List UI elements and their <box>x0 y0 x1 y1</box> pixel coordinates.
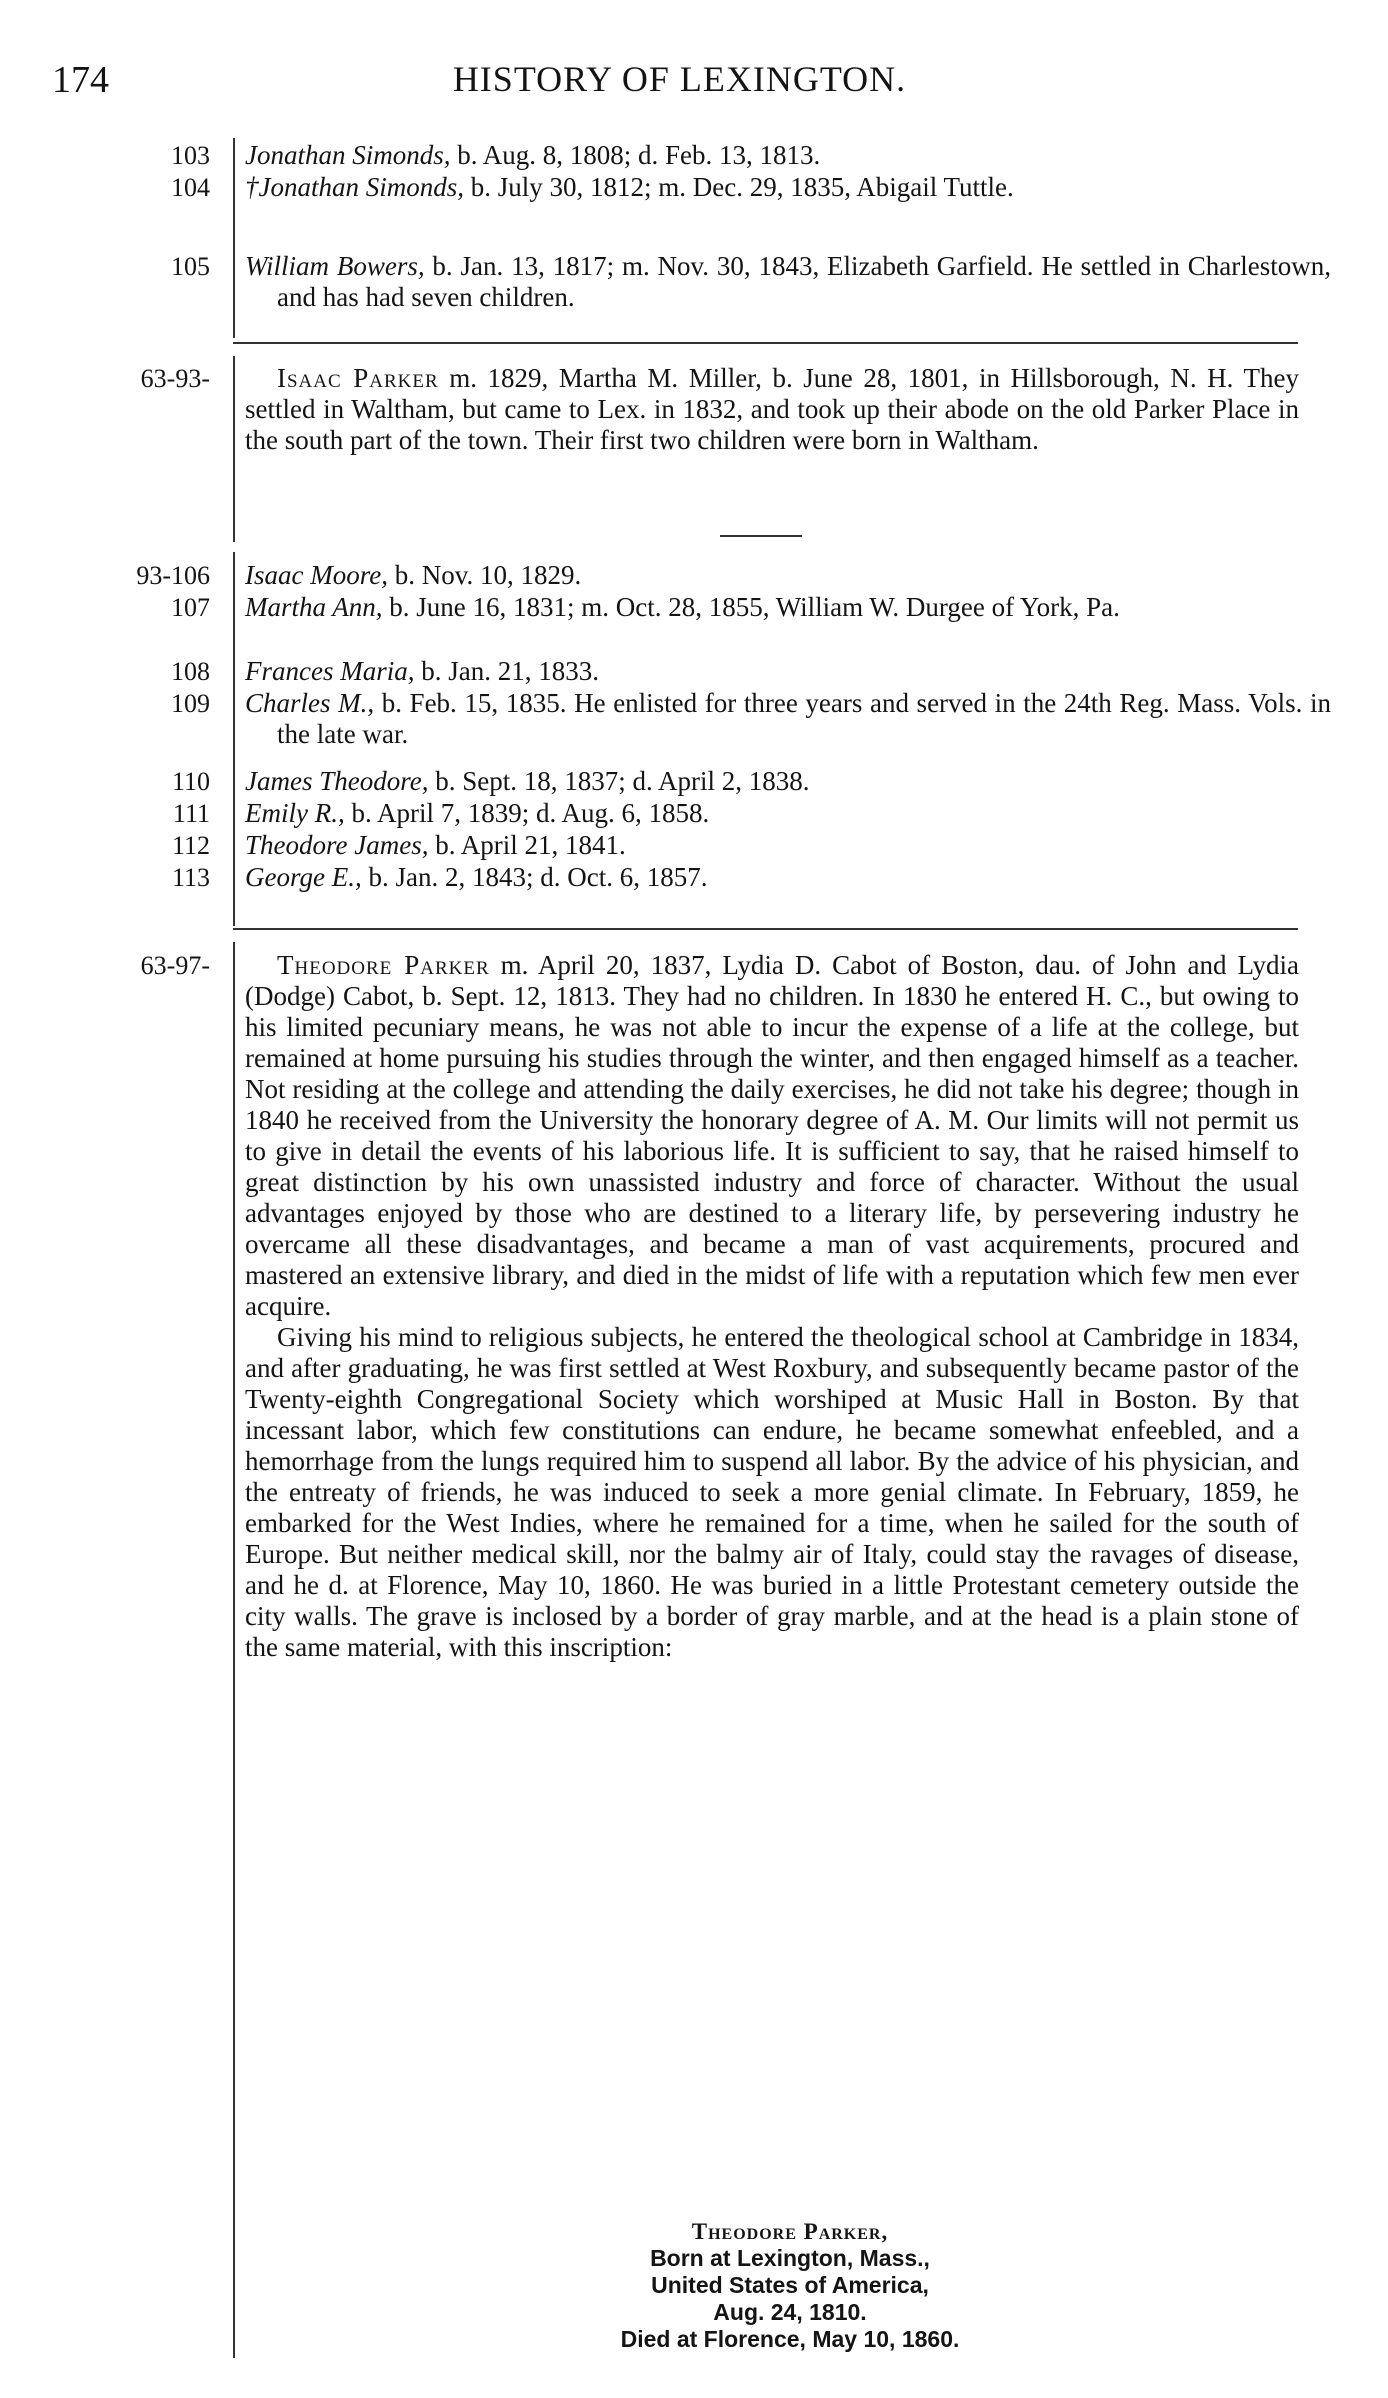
inscription-line: Aug. 24, 1810. <box>713 2299 867 2325</box>
entry-name: Frances Maria, <box>245 656 415 686</box>
entry-name: Isaac Moore, <box>245 560 388 590</box>
entry-text: b. April 7, 1839; d. Aug. 6, 1858. <box>344 798 710 828</box>
margin-line <box>233 138 235 338</box>
section-divider <box>233 928 1298 930</box>
margin-line <box>233 356 235 542</box>
entry-name: †Jonathan Simonds, <box>245 172 464 202</box>
family-head: Theodore Parker <box>277 950 490 980</box>
entry-text: b. Sept. 18, 1837; d. April 2, 1838. <box>428 766 810 796</box>
entry-number: 93-106 <box>136 561 210 590</box>
entry-text: b. Jan. 13, 1817; m. Nov. 30, 1843, Elizabeth Garfield. He settled in Charlestown, and has had seven children. <box>277 251 1331 312</box>
family-paragraph-1: m. April 20, 1837, Lydia D. Cabot of Boston, dau. of John and Lydia (Dodge) Cabot, b. Sept. 12, 1813. They had no children. In 1830 he entered H. C., but owing to his limited pecuniary means, he was not able to incur the expense of a life at the college, but remained at home pursuing his studies through the winter, and then engaged himself as a teacher. Not residing at the college and attending the daily exercises, he did not take his degree; though in 1840 he received from the University the honorary degree of A. M. Our limits will not permit us to give in detail the events of his laborious life. It is sufficient to say, that he raised himself to great distinction by his own unassisted industry and force of character. Without the usual advantages enjoyed by those who are destined to a literary life, by persevering industry he overcame all these disadvantages, and became a man of vast acquirements, procured and mastered an extensive library, and died in the midst of life with a reputation which few men ever acquire. <box>245 950 1299 1321</box>
entry-text: b. July 30, 1812; m. Dec. 29, 1835, Abigail Tuttle. <box>464 172 1014 202</box>
entry-text: b. April 21, 1841. <box>428 830 626 860</box>
entry-name: Charles M., <box>245 688 375 718</box>
margin-line <box>233 552 235 926</box>
inscription-line: Born at Lexington, Mass., <box>650 2245 930 2271</box>
entry-text: b. Jan. 21, 1833. <box>414 656 599 686</box>
inscription <box>560 2218 1020 2353</box>
family-text: m. 1829, Martha M. Miller, b. June 28, 1801, in Hillsborough, N. H. They settled in Waltham, but came to Lex. in 1832, and took up their abode on the old Parker Place in the south part of the town. Their first two children were born in Waltham. <box>245 363 1299 455</box>
entry-number: 110 <box>171 767 210 796</box>
entry-name: James Theodore, <box>245 766 429 796</box>
inscription-line: Theodore Parker, <box>691 2219 889 2244</box>
inscription-line: United States of America, <box>651 2272 929 2298</box>
family-number: 63-97- <box>140 951 210 980</box>
entry-number: 103 <box>171 141 210 170</box>
entry-text: b. Feb. 15, 1835. He enlisted for three years and served in the 24th Reg. Mass. Vols. in the late war. <box>277 688 1331 749</box>
entry-name: Martha Ann, <box>245 592 383 622</box>
entry-name: Theodore James, <box>245 830 429 860</box>
entry-name: Jonathan Simonds, <box>245 140 451 170</box>
entry-text: b. June 16, 1831; m. Oct. 28, 1855, William W. Durgee of York, Pa. <box>382 592 1120 622</box>
page-header <box>52 58 1307 104</box>
family-paragraph-2: Giving his mind to religious subjects, he entered the theological school at Cambridge in 1834, and after graduating, he was first settled at West Roxbury, and subsequently became pastor of the Twenty-eighth Congregational Society which worshiped at Music Hall in Boston. By that incessant labor, which few constitutions can endure, he became somewhat enfeebled, and a hemorrhage from the lungs required him to suspend all labor. By the advice of his physician, and the entreaty of friends, he was induced to seek a more genial climate. In February, 1859, he embarked for the West Indies, where he remained for a time, when he sailed for the south of Europe. But neither medical skill, nor the balmy air of Italy, could stay the ravages of disease, and he d. at Florence, May 10, 1860. He was buried in a little Protestant cemetery outside the city walls. The grave is inclosed by a border of gray marble, and at the head is a plain stone of the same material, with this inscription: <box>245 1322 1299 1662</box>
entry-name: William Bowers, <box>245 251 425 281</box>
entry-number: 113 <box>171 863 210 892</box>
entry-text: b. Nov. 10, 1829. <box>387 560 582 590</box>
entry-number: 112 <box>171 831 210 860</box>
entry-number: 108 <box>171 657 210 686</box>
entry-number: 105 <box>171 252 210 281</box>
family-head: Isaac Parker <box>277 363 439 393</box>
family-number: 63-93- <box>140 364 210 393</box>
short-divider <box>720 535 802 537</box>
margin-line <box>233 942 235 2358</box>
entry-name: George E., <box>245 862 362 892</box>
entry-text: b. Jan. 2, 1843; d. Oct. 6, 1857. <box>361 862 708 892</box>
page-title: HISTORY OF LEXINGTON. <box>452 59 907 99</box>
section-divider <box>233 342 1298 344</box>
entry-number: 111 <box>172 799 210 828</box>
inscription-line: Died at Florence, May 10, 1860. <box>620 2326 960 2352</box>
entry-number: 107 <box>171 593 210 622</box>
entry-name: Emily R., <box>245 798 345 828</box>
entry-number: 104 <box>171 173 210 202</box>
entry-text: b. Aug. 8, 1808; d. Feb. 13, 1813. <box>450 140 821 170</box>
entry-number: 109 <box>171 689 210 718</box>
page-number: 174 <box>52 59 109 101</box>
